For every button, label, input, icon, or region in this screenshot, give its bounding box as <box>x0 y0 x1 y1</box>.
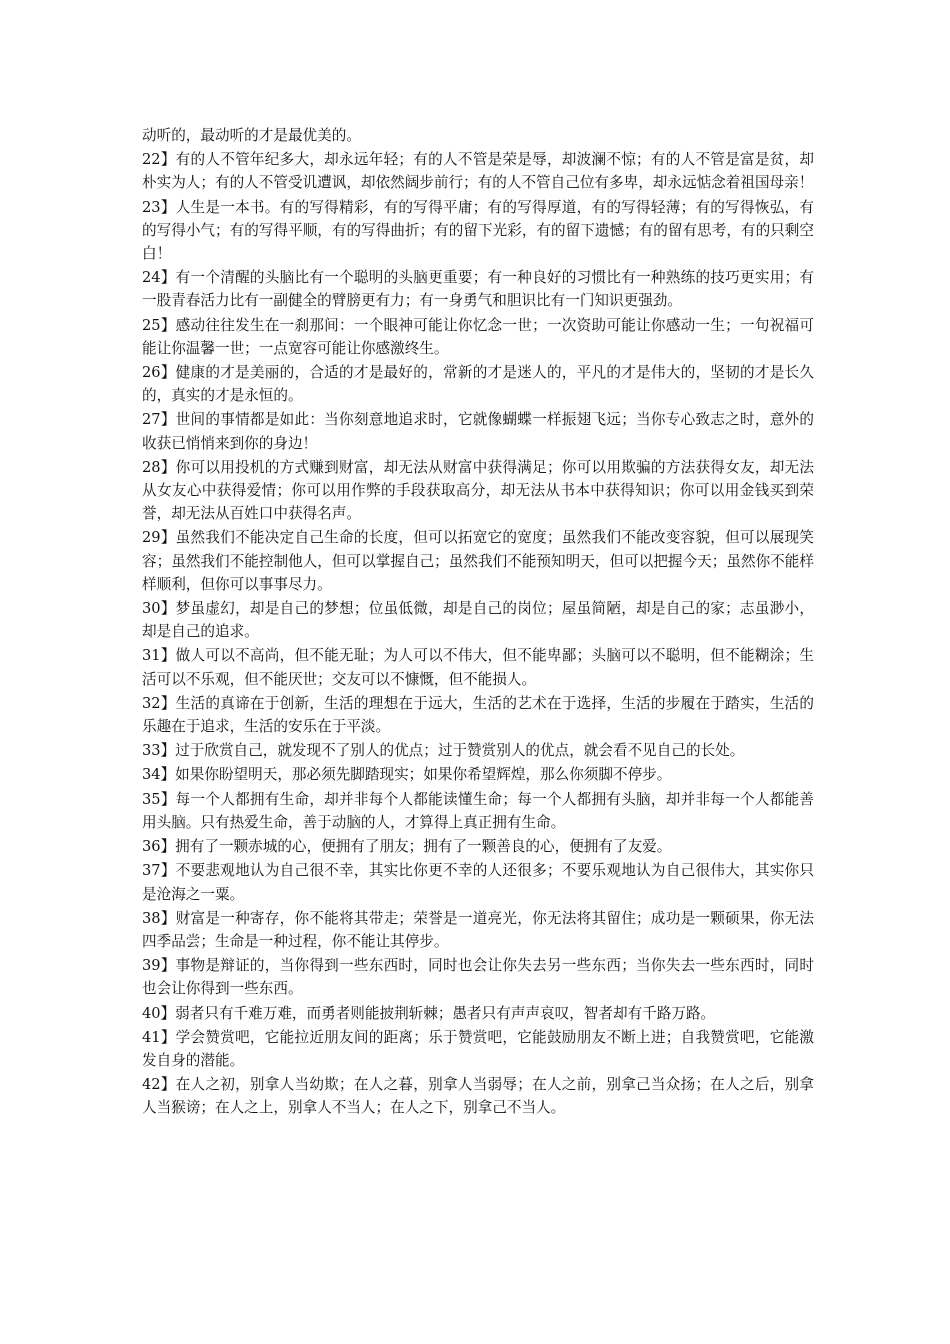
paragraph-40: 40】弱者只有千难万难，而勇者则能披荆斩棘；愚者只有声声哀叹，智者却有千路万路。 <box>142 1004 716 1022</box>
paragraph-21-end: 动听的，最动听的才是最优美的。 <box>142 127 361 144</box>
paragraph-36: 36】拥有了一颗赤城的心，便拥有了朋友；拥有了一颗善良的心，便拥有了友爱。 <box>142 838 672 856</box>
paragraph-41: 41】学会赞赏吧，它能拉近朋友间的距离；乐于赞赏吧，它能鼓励朋友不断上进；自我赞赏吧，它能激发自身的潜能。 <box>142 1028 814 1069</box>
paragraph-37: 37】不要悲观地认为自己很不幸，其实比你更不幸的人还很多；不要乐观地认为自己很伟大，其实你只是沧海之一粟。 <box>142 862 814 903</box>
paragraph-28: 28】你可以用投机的方式赚到财富，却无法从财富中获得满足；你可以用欺骗的方法获得女友，却无法从女友心中获得爱情；你可以用作弊的手段获取高分，却无法从书本中获得知识；你可以用金钱买到荣誉，却无法从百姓口中获得名声。 <box>142 458 814 523</box>
paragraph-39: 39】事物是辩证的，当你得到一些东西时，同时也会让你失去另一些东西；当你失去一些东西时，同时也会让你得到一些东西。 <box>142 957 814 998</box>
document-body <box>142 124 814 1121</box>
paragraph-34: 34】如果你盼望明天，那必须先脚踏现实；如果你希望辉煌，那么你须脚不停步。 <box>142 766 672 784</box>
paragraph-35: 35】每一个人都拥有生命，却并非每个人都能读懂生命；每一个人都拥有头脑，却并非每一个人都能善用头脑。只有热爱生命，善于动脑的人，才算得上真正拥有生命。 <box>142 790 814 831</box>
paragraph-26: 26】健康的才是美丽的，合适的才是最好的，常新的才是迷人的，平凡的才是伟大的，坚韧的才是长久的，真实的才是永恒的。 <box>142 364 814 405</box>
paragraph-31: 31】做人可以不高尚，但不能无耻；为人可以不伟大，但不能卑鄙；头脑可以不聪明，但不能糊涂；生活可以不乐观，但不能厌世；交友可以不慷慨，但不能损人。 <box>142 647 814 688</box>
paragraph-38: 38】财富是一种寄存，你不能将其带走；荣誉是一道亮光，你无法将其留住；成功是一颗硕果，你无法四季品尝；生命是一种过程，你不能让其停步。 <box>142 909 814 950</box>
paragraph-22: 22】有的人不管年纪多大，却永远年轻；有的人不管是荣是辱，却波澜不惊；有的人不管是富是贫，却朴实为人；有的人不管受讥遭讽，却依然阔步前行；有的人不管自己位有多卑，却永远惦念着祖国母亲！ <box>142 151 814 192</box>
paragraph-24: 24】有一个清醒的头脑比有一个聪明的头脑更重要；有一种良好的习惯比有一种熟练的技巧更实用；有一股青春活力比有一副健全的臂膀更有力；有一身勇气和胆识比有一门知识更强劲。 <box>142 269 814 310</box>
paragraph-32: 32】生活的真谛在于创新，生活的理想在于远大，生活的艺术在于选择，生活的步履在于踏实，生活的乐趣在于追求，生活的安乐在于平淡。 <box>142 694 814 736</box>
paragraph-30: 30】梦虽虚幻，却是自己的梦想；位虽低微，却是自己的岗位；屋虽简陋，却是自己的家；志虽渺小，却是自己的追求。 <box>142 600 814 641</box>
paragraph-33: 33】过于欣赏自己，就发现不了别人的优点；过于赞赏别人的优点，就会看不见自己的长处。 <box>142 742 745 760</box>
paragraph-42: 42】在人之初，别拿人当幼欺；在人之暮，别拿人当弱辱；在人之前，别拿己当众扬；在人之后，别拿人当猴谤；在人之上，别拿人不当人；在人之下，别拿己不当人。 <box>142 1076 814 1117</box>
paragraph-23: 23】人生是一本书。有的写得精彩，有的写得平庸；有的写得厚道，有的写得轻薄；有的写得恢弘，有的写得小气；有的写得平顺，有的写得曲折；有的留下光彩，有的留下遗憾；有的留有思考，有的只剩空白！ <box>142 198 814 263</box>
paragraph-25: 25】感动往往发生在一刹那间：一个眼神可能让你忆念一世；一次资助可能让你感动一生；一句祝福可能让你温馨一世；一点宽容可能让你感激终生。 <box>142 316 814 357</box>
paragraph-27: 27】世间的事情都是如此：当你刻意地追求时，它就像蝴蝶一样振翅飞远；当你专心致志之时，意外的收获已悄悄来到你的身边！ <box>142 411 814 452</box>
paragraph-29: 29】虽然我们不能决定自己生命的长度，但可以拓宽它的宽度；虽然我们不能改变容貌，但可以展现笑容；虽然我们不能控制他人，但可以掌握自己；虽然我们不能预知明天，但可以把握今天；虽然你不能样样顺利，但你可以事事尽力。 <box>142 529 814 593</box>
